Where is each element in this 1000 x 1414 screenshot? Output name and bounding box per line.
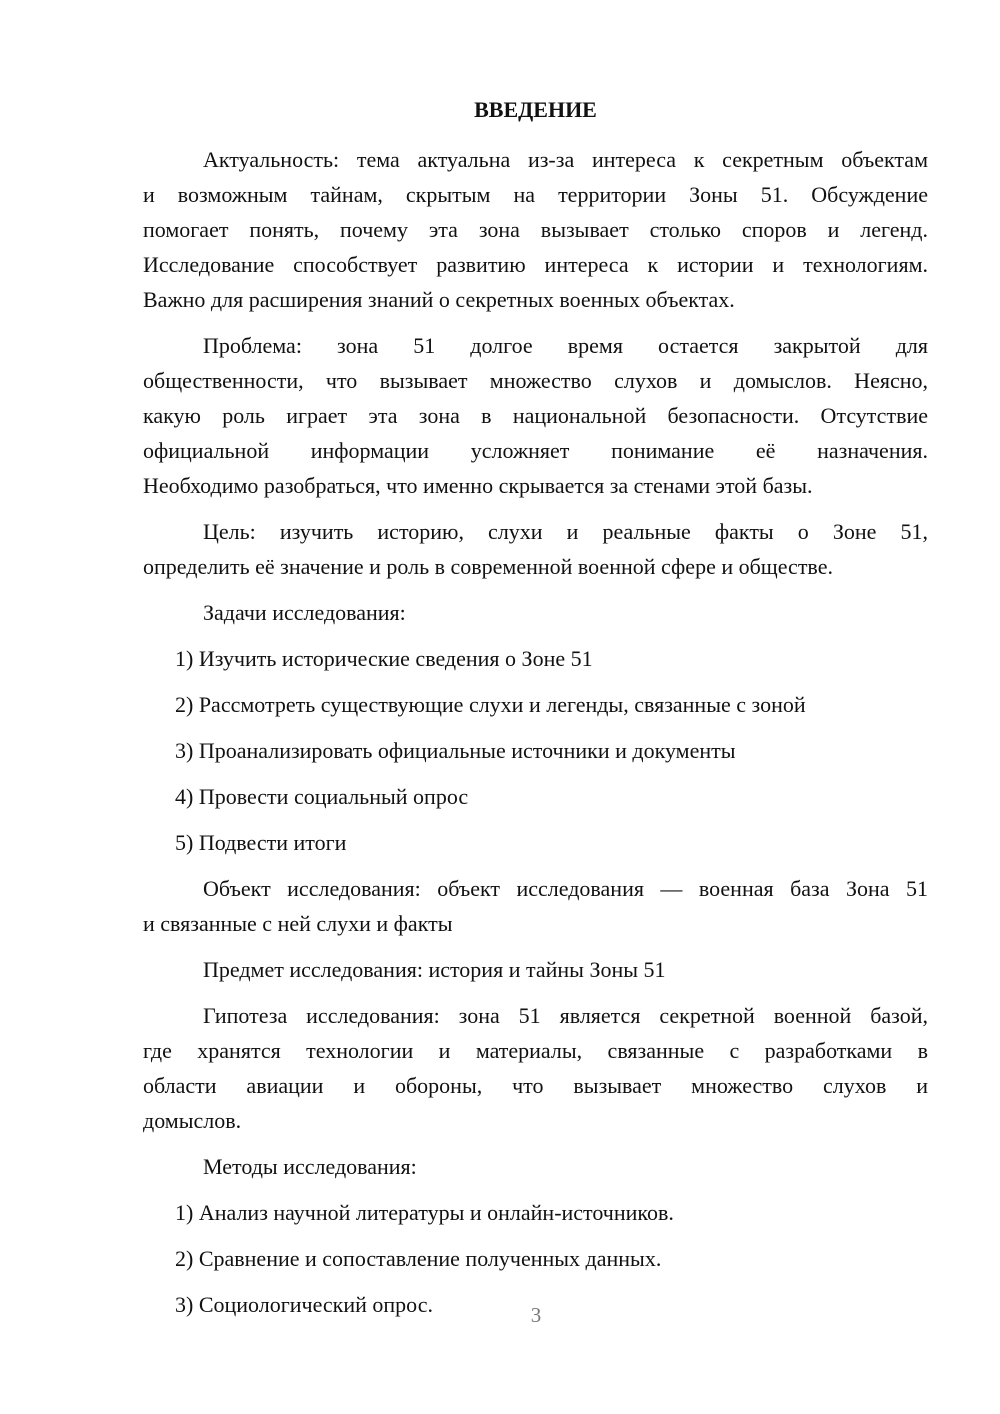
tasks-heading (143, 595, 928, 630)
task-item: 4) Провести социальный опрос (175, 784, 469, 809)
text-line: общественности, что вызывает множество слухов и домыслов. Неясно, (143, 368, 928, 393)
text-line: помогает понять, почему эта зона вызывает столько споров и легенд. (143, 217, 928, 242)
text-line: Предмет исследования: история и тайны Зоны 51 (203, 957, 666, 982)
method-item: 1) Анализ научной литературы и онлайн-источников. (175, 1200, 674, 1225)
text-line: Проблема: зона 51 долгое время остается закрытой для (203, 333, 928, 358)
text-line: где хранятся технологии и материалы, связанные с разработками в (143, 1038, 928, 1063)
text-line: Необходимо разобраться, что именно скрывается за стенами этой базы. (143, 473, 813, 498)
document-page (143, 92, 928, 1333)
text-line: какую роль играет эта зона в национальной безопасности. Отсутствие (143, 403, 928, 428)
text-line: и возможным тайнам, скрытым на территории Зоны 51. Обсуждение (143, 182, 928, 207)
text-line: Методы исследования: (203, 1154, 417, 1179)
goal-paragraph (143, 514, 928, 584)
text-line: Важно для расширения знаний о секретных военных объектах. (143, 287, 735, 312)
method-item: 2) Сравнение и сопоставление полученных данных. (175, 1246, 662, 1271)
text-line: области авиации и обороны, что вызывает множество слухов и (143, 1073, 928, 1098)
task-item: 1) Изучить исторические сведения о Зоне 51 (175, 646, 593, 671)
object-paragraph (143, 871, 928, 941)
text-line: официальной информации усложняет понимание её назначения. (143, 438, 928, 463)
task-item: 3) Проанализировать официальные источники и документы (175, 738, 736, 763)
page-title: ВВЕДЕНИЕ (474, 97, 597, 122)
task-item: 5) Подвести итоги (175, 830, 347, 855)
text-line: Объект исследования: объект исследования — военная база Зона 51 (203, 876, 928, 901)
text-line: Исследование способствует развитию интереса к истории и технологиям. (143, 252, 928, 277)
text-line: и связанные с ней слухи и факты (143, 911, 453, 936)
hypothesis-paragraph (143, 998, 928, 1138)
text-line: домыслов. (143, 1108, 242, 1133)
task-item: 2) Рассмотреть существующие слухи и легенды, связанные с зоной (175, 692, 806, 717)
methods-heading (143, 1149, 928, 1184)
text-line: определить её значение и роль в современной военной сфере и обществе. (143, 554, 833, 579)
text-line: Задачи исследования: (203, 600, 406, 625)
text-line: Гипотеза исследования: зона 51 является секретной военной базой, (203, 1003, 928, 1028)
relevance-paragraph (143, 142, 928, 317)
page-number: 3 (530, 1303, 542, 1327)
problem-paragraph (143, 328, 928, 503)
subject-paragraph (143, 952, 928, 987)
text-line: Актуальность: тема актуальна из-за интереса к секретным объектам (203, 147, 928, 172)
method-item: 3) Социологический опрос. (175, 1292, 433, 1317)
text-line: Цель: изучить историю, слухи и реальные факты о Зоне 51, (203, 519, 928, 544)
